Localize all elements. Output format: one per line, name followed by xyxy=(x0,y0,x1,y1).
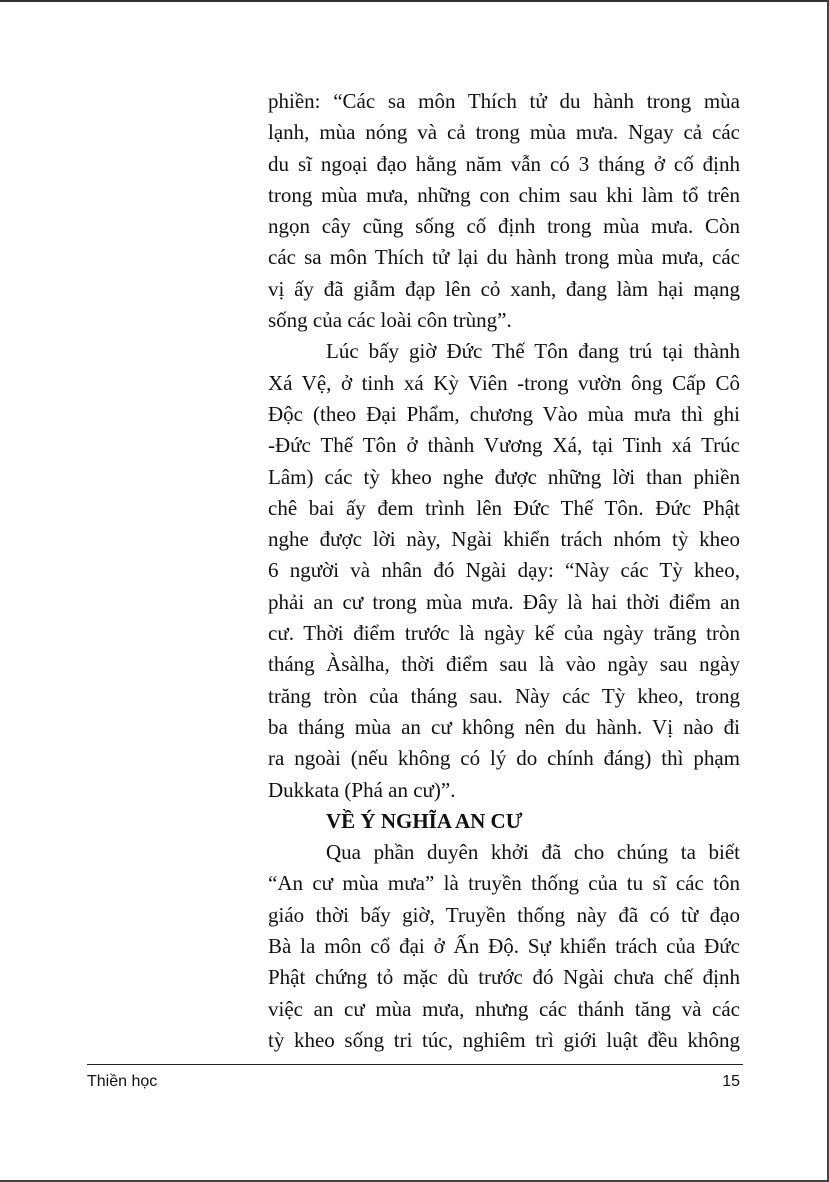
scan-edge-top xyxy=(0,0,829,2)
page-number: 15 xyxy=(722,1073,740,1090)
text-line: Độc (theo Đại Phẩm, chương Vào mùa mưa thì ghi xyxy=(268,401,740,426)
text-line: -Đức Thế Tôn ở thành Vương Xá, tại Tinh xá Trúc xyxy=(268,433,740,458)
text-line: phiền: “Các sa môn Thích tử du hành trong mùa xyxy=(268,89,740,113)
text-line: 6 người và nhân đó Ngài dạy: “Này các Tỳ kheo, xyxy=(268,558,740,583)
text-line: Bà la môn cổ đại ở Ấn Độ. Sự khiển trách của Đức xyxy=(268,934,740,959)
footer-title: Thiền học xyxy=(87,1073,158,1090)
text-line: tháng Àsàlha, thời điểm sau là vào ngày sau ngày xyxy=(268,652,740,677)
text-line: vị ấy đã giẫm đạp lên cỏ xanh, đang làm hại mạng xyxy=(268,276,740,301)
text-line: Lúc bấy giờ Đức Thế Tôn đang trú tại thành xyxy=(326,339,740,364)
text-line: Phật chứng tỏ mặc dù trước đó Ngài chưa chế định xyxy=(268,965,740,990)
text-line: sống của các loài côn trùng”. xyxy=(268,308,512,333)
text-line: lạnh, mùa nóng và cả trong mùa mưa. Ngay cả các xyxy=(268,120,740,145)
text-line: ra ngoài (nếu không có lý do chính đáng) thì phạm xyxy=(268,746,740,771)
text-line: việc an cư mùa mưa, nhưng các thánh tăng và các xyxy=(268,996,740,1021)
text-line: giáo thời bấy giờ, Truyền thống này đã có từ đạo xyxy=(268,902,740,927)
text-line: “An cư mùa mưa” là truyền thống của tu sĩ các tôn xyxy=(268,871,740,896)
section-heading: VỀ Ý NGHĨA AN CƯ xyxy=(326,808,523,833)
text-line: trăng tròn của tháng sau. Này các Tỳ kheo, trong xyxy=(268,683,740,708)
text-line: nghe được lời này, Ngài khiển trách nhóm tỳ kheo xyxy=(268,527,740,552)
text-line: cư. Thời điểm trước là ngày kế của ngày trăng tròn xyxy=(268,621,740,646)
text-line: phải an cư trong mùa mưa. Đây là hai thời điểm an xyxy=(268,589,740,614)
text-line: du sĩ ngoại đạo hằng năm vẫn có 3 tháng ở cố định xyxy=(268,151,740,176)
text-line: ngọn cây cũng sống cố định trong mùa mưa. Còn xyxy=(268,214,740,239)
text-line: chê bai ấy đem trình lên Đức Thế Tôn. Đức Phật xyxy=(268,495,740,520)
text-line: Lâm) các tỳ kheo nghe được những lời than phiền xyxy=(268,464,740,489)
footer-rule xyxy=(87,1064,743,1065)
text-line: Xá Vệ, ở tinh xá Kỳ Viên -trong vườn ông Cấp Cô xyxy=(268,370,740,395)
text-line: tỳ kheo sống tri túc, nghiêm trì giới luật đều không xyxy=(268,1027,740,1052)
text-line: Dukkata (Phá an cư)”. xyxy=(268,777,456,802)
text-line: ba tháng mùa an cư không nên du hành. Vị nào đi xyxy=(268,714,740,739)
text-line: các sa môn Thích tử lại du hành trong mùa mưa, các xyxy=(268,245,740,270)
text-line: Qua phần duyên khởi đã cho chúng ta biết xyxy=(326,840,740,865)
body-text xyxy=(268,86,740,1056)
text-line: trong mùa mưa, những con chim sau khi làm tổ trên xyxy=(268,182,740,207)
